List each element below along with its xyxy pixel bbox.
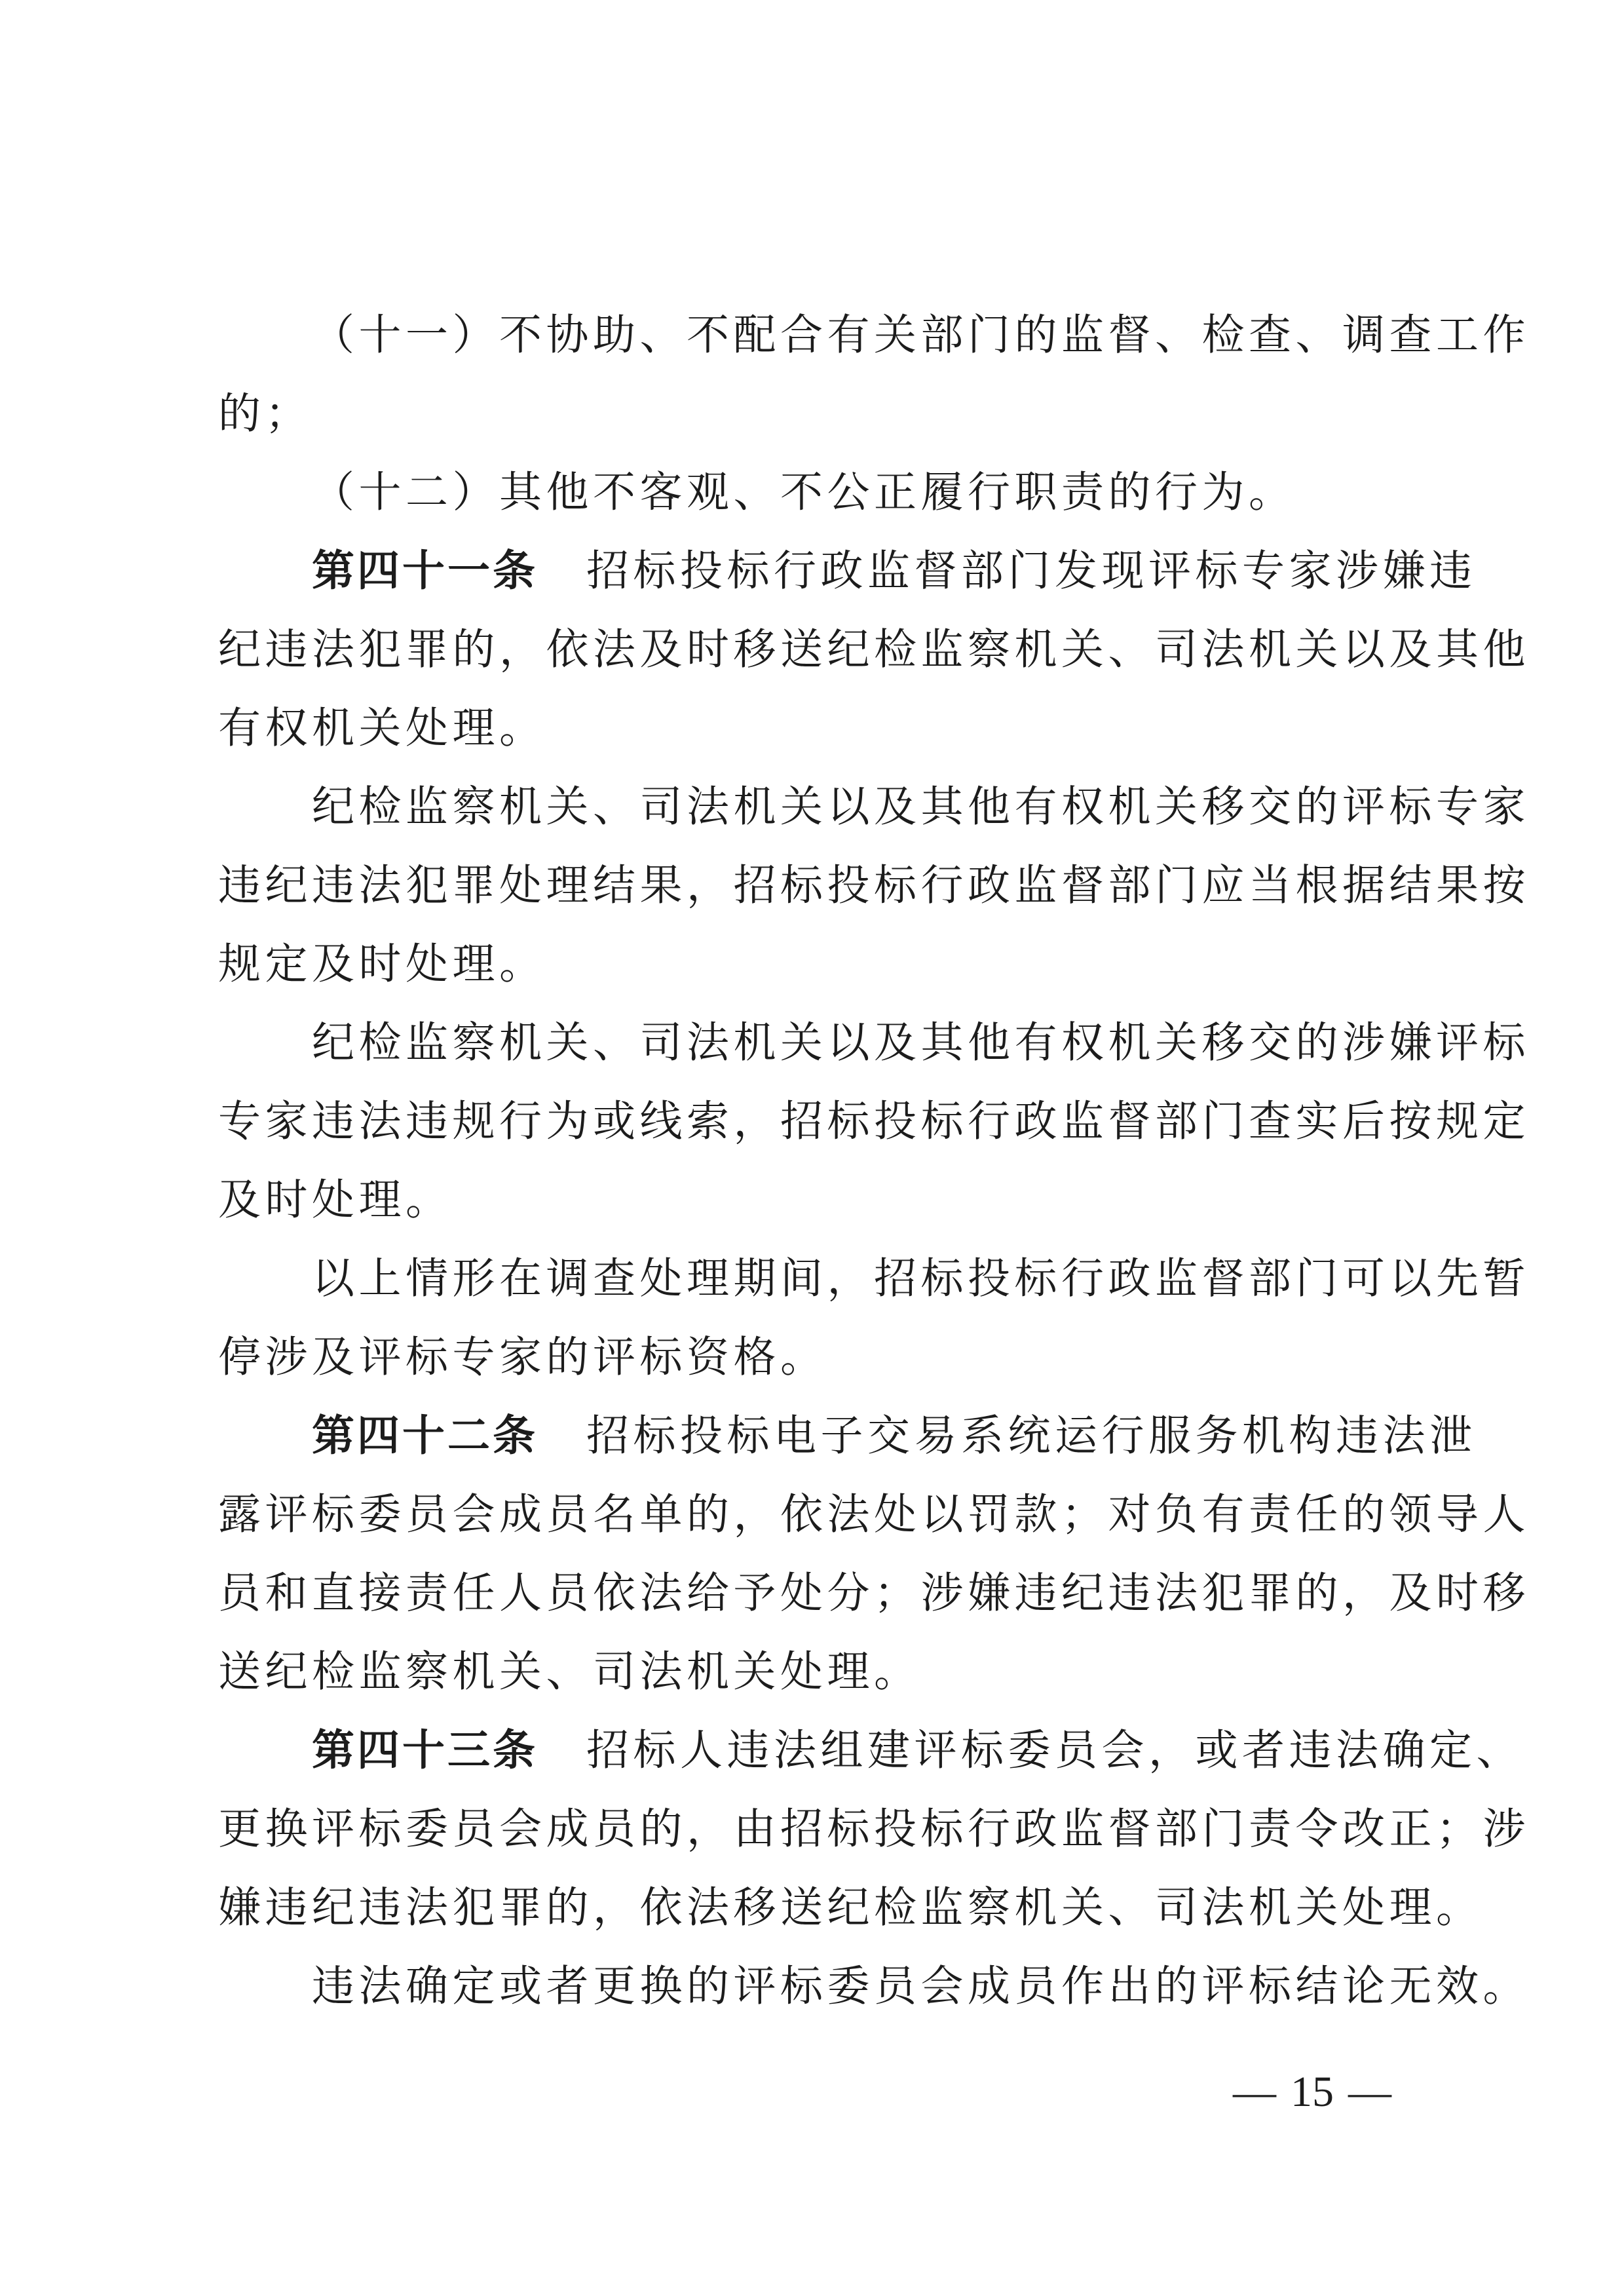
text-line: （十一）不协助、不配合有关部门的监督、检查、调查工作 <box>312 311 1530 360</box>
text-line: 更换评标委员会成员的，由招标投标行政监督部门责令改正；涉 <box>218 1805 1530 1854</box>
text-line: 有权机关处理。 <box>218 704 546 753</box>
article-43-first-line <box>218 1712 1524 1790</box>
text-line: 纪检监察机关、司法机关以及其他有权机关移交的评标专家 <box>312 782 1530 832</box>
text-line: 专家违法违规行为或线索，招标投标行政监督部门查实后按规定 <box>218 1097 1530 1146</box>
article-43-title: 第四十三条 <box>312 1726 538 1775</box>
page-number-dash-left: — <box>1233 2068 1276 2116</box>
text-line: 规定及时处理。 <box>218 940 546 989</box>
text-line: 送纪检监察机关、司法机关处理。 <box>218 1647 921 1696</box>
text-segment: 招标人违法组建评标委员会，或者违法确定、 <box>586 1726 1524 1775</box>
document-body <box>218 296 1530 2026</box>
text-segment: 招标投标电子交易系统运行服务机构违法泄 <box>586 1411 1477 1461</box>
article-42-first-line <box>218 1397 1477 1476</box>
text-line: （十二）其他不客观、不公正履行职责的行为。 <box>312 468 1296 517</box>
article-41-first-line <box>218 532 1477 611</box>
page-number <box>1218 2067 1406 2117</box>
article-41-title: 第四十一条 <box>312 546 538 596</box>
text-line: 纪违法犯罪的，依法及时移送纪检监察机关、司法机关以及其他 <box>218 625 1530 674</box>
text-line: 露评标委员会成员名单的，依法处以罚款；对负有责任的领导人 <box>218 1490 1530 1539</box>
article-42-title: 第四十二条 <box>312 1411 538 1461</box>
page-number-value: 15 <box>1291 2068 1334 2116</box>
page-number-dash-right: — <box>1348 2068 1391 2116</box>
text-segment: 招标投标行政监督部门发现评标专家涉嫌违 <box>586 546 1477 596</box>
text-line: 的； <box>218 389 312 438</box>
text-line: 违纪违法犯罪处理结果，招标投标行政监督部门应当根据结果按 <box>218 861 1530 910</box>
text-line: 停涉及评标专家的评标资格。 <box>218 1333 827 1382</box>
text-line: 违法确定或者更换的评标委员会成员作出的评标结论无效。 <box>312 1962 1530 2011</box>
text-line: 及时处理。 <box>218 1176 453 1225</box>
text-line: 以上情形在调查处理期间，招标投标行政监督部门可以先暂 <box>312 1254 1530 1303</box>
text-line: 纪检监察机关、司法机关以及其他有权机关移交的涉嫌评标 <box>312 1018 1530 1067</box>
text-line: 员和直接责任人员依法给予处分；涉嫌违纪违法犯罪的，及时移 <box>218 1569 1530 1618</box>
text-line: 嫌违纪违法犯罪的，依法移送纪检监察机关、司法机关处理。 <box>218 1883 1483 1932</box>
